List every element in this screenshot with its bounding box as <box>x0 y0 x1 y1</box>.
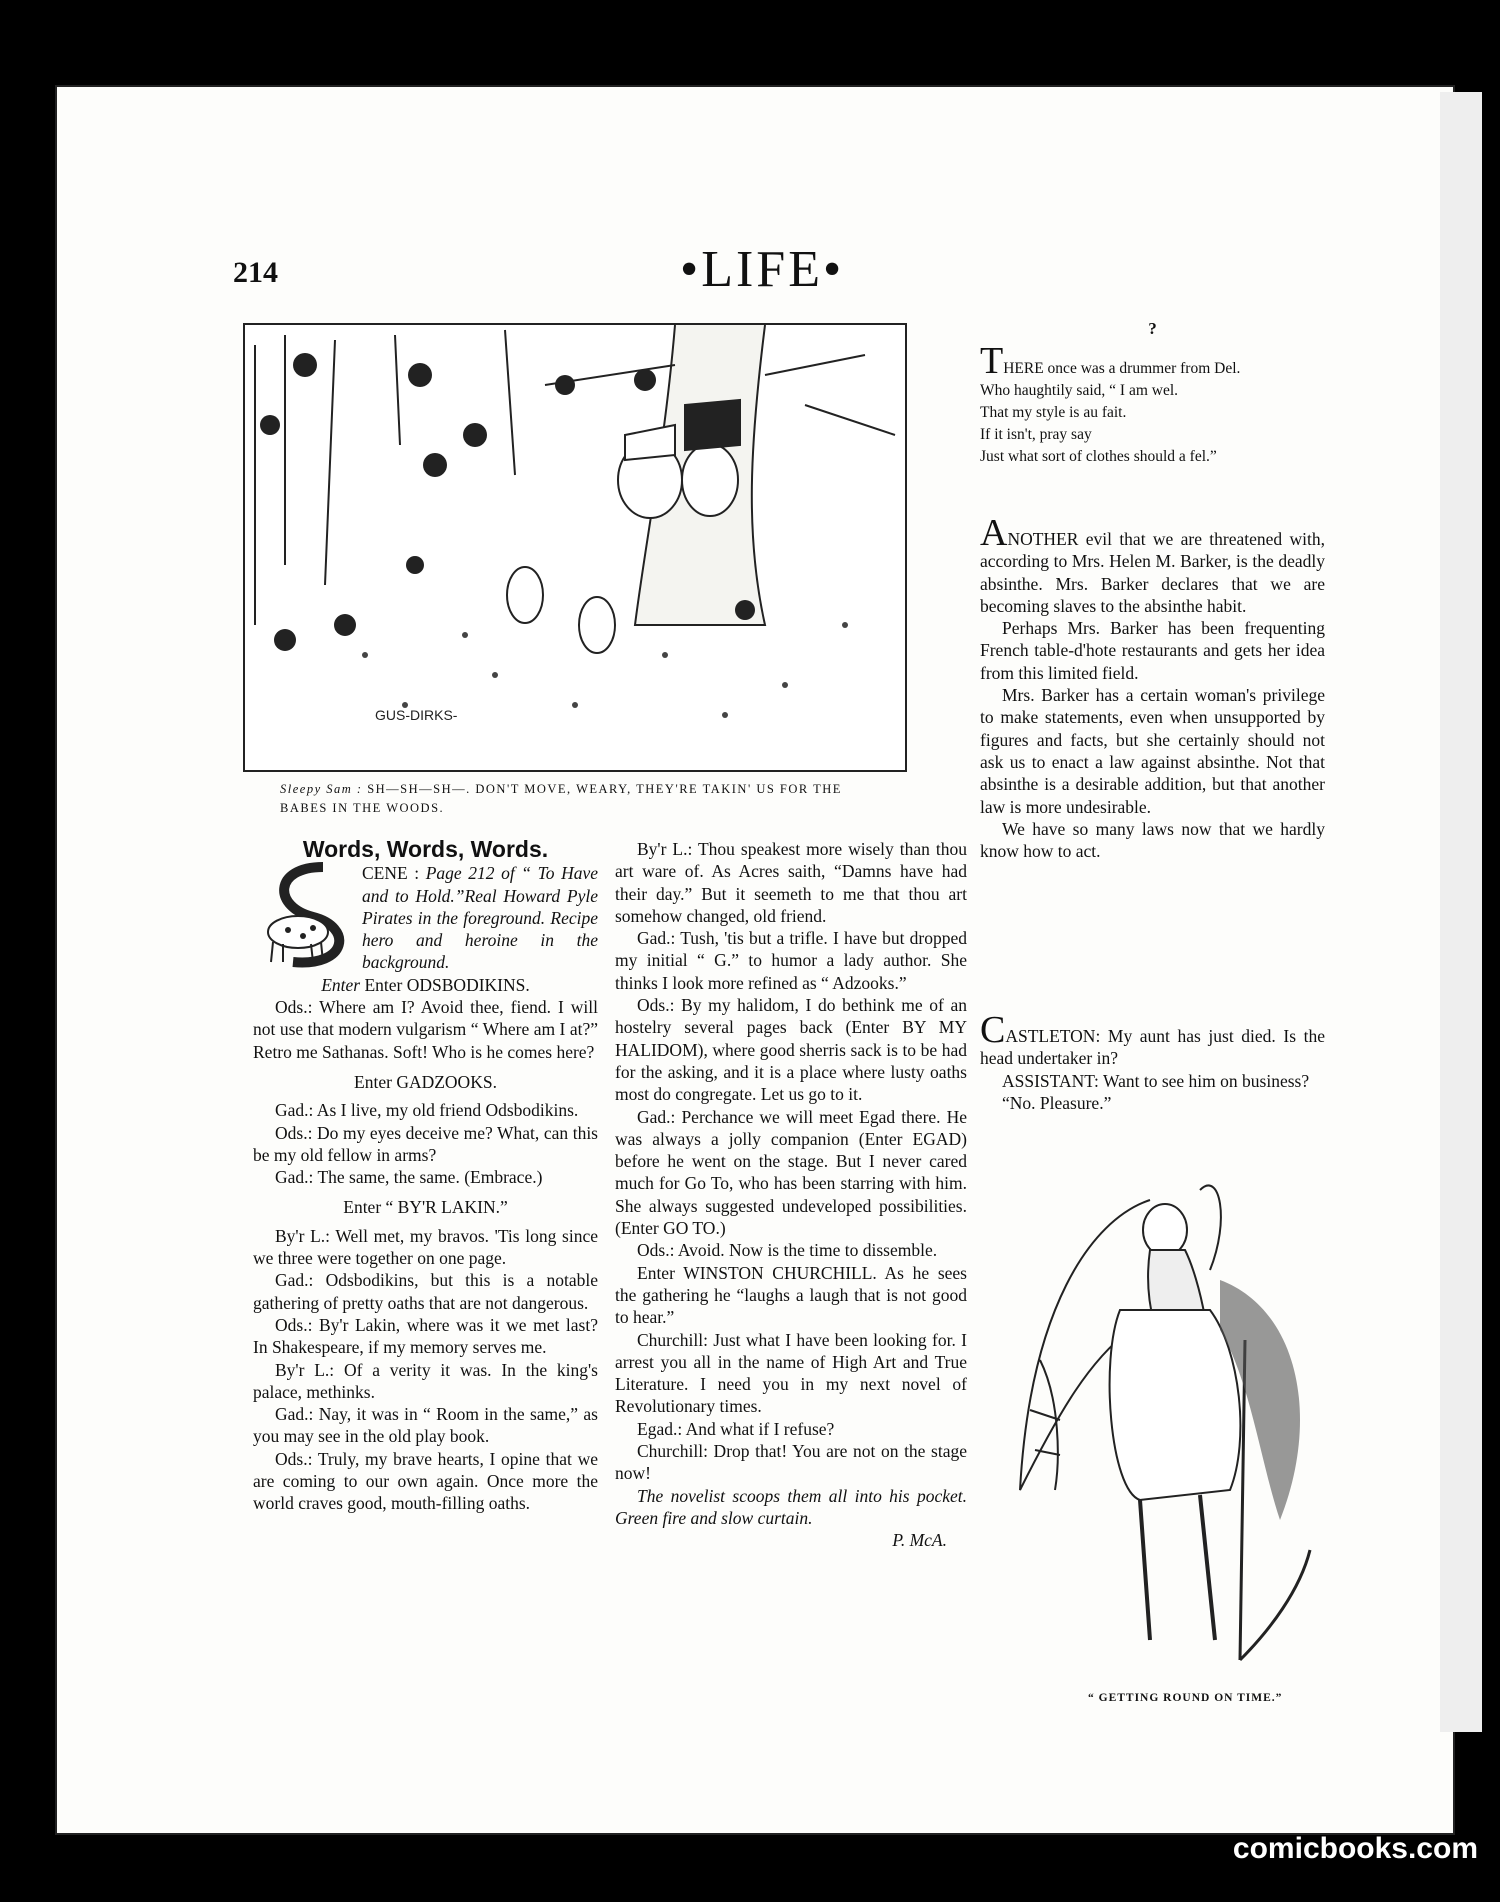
line-8: Gad.: Odsbodikins, but this is a notable gathering of pretty oaths that are not dangerous. <box>253 1270 598 1313</box>
limerick-title: ? <box>1148 319 1157 338</box>
castleton-dropcap: C <box>980 1009 1006 1051</box>
caption-text: SH—SH—SH—. DON'T MOVE, WEARY, THEY'RE TAKIN' US FOR THE BABES IN THE WOODS. <box>280 782 842 815</box>
col2-line-6: Churchill: Just what I have been looking for. I arrest you all in the name of High Art and True Literature. I need you in my next novel of Revolutionary times. <box>615 1329 967 1417</box>
comicbooks-watermark: comicbooks.com <box>1232 1832 1478 1865</box>
castleton-line-2: ASSISTANT: Want to see him on business? <box>1002 1070 1310 1091</box>
absinthe-para-1: Perhaps Mrs. Barker has been frequenting French table-d'hote restaurants and gets her idea from this limited field. <box>980 618 1325 683</box>
cartoon-signature: GUS-DIRKS- <box>375 707 458 723</box>
absinthe-first-para: NOTHER evil that we are threatened with, according to Mrs. Helen M. Barker, is the deadly absinthe. Mrs. Barker declares that we are becoming slaves to the absinthe habit. <box>980 529 1325 616</box>
col2-line-5: Enter WINSTON CHURCHILL. As he sees the gathering he “laughs a laugh that is not good to hear.” <box>615 1262 967 1328</box>
limerick-line-4: Just what sort of clothes should a fel.” <box>980 448 1217 465</box>
castleton-joke <box>980 1009 1325 1114</box>
line-10: By'r L.: Of a verity it was. In the king's palace, methinks. <box>253 1359 598 1402</box>
line-11: Gad.: Nay, it was in “ Room in the same,” as you may see in the old play book. <box>253 1404 598 1447</box>
woods-scene-illustration <box>245 325 905 770</box>
limerick-line-2: That my style is au fait. <box>980 404 1127 421</box>
col2-line-9: The novelist scoops them all into his pocket. Green fire and slow curtain. <box>615 1485 967 1528</box>
masthead-title: •LIFE• <box>680 241 845 298</box>
line-4: Ods.: Do my eyes deceive me? What, can this be my old fellow in arms? <box>253 1122 598 1165</box>
facing-page-edge <box>1440 92 1482 1732</box>
father-time-illustration <box>1000 1160 1330 1680</box>
words-article-col1 <box>253 838 598 1515</box>
limerick-first-line: HERE once was a drummer from Del. <box>1003 360 1241 377</box>
col2-line-3: Gad.: Perchance we will meet Egad there. He was always a jolly companion (Enter EGAD) before he went on the stage. But I never cared much for Go To, who has been starring with him. She always suggested undeveloped possibilities. (Enter GO TO.) <box>615 1106 967 1239</box>
scene-label: CENE : <box>362 863 420 884</box>
author-signature: P. McA. <box>892 1530 947 1551</box>
absinthe-para-3: We have so many laws now that we hardly know how to act. <box>980 818 1325 862</box>
line-2: Enter GADZOOKS. <box>354 1071 497 1092</box>
limerick-line-1: Who haughtily said, “ I am wel. <box>980 382 1179 399</box>
horse-initial-illustration <box>253 862 358 972</box>
col2-line-0: By'r L.: Thou speakest more wisely than thou art ware of. As Acres saith, “Damns have had their day.” But it seemeth to me that thou art somehow changed, old friend. <box>615 839 967 926</box>
limerick-line-3: If it isn't, pray say <box>980 426 1092 443</box>
line-7: By'r L.: Well met, my bravos. 'Tis long since we three were together on one page. <box>253 1225 598 1269</box>
decorative-initial-s <box>253 862 358 972</box>
page-number: 214 <box>233 256 278 289</box>
line-9: Ods.: By'r Lakin, where was it we met last? In Shakespeare, if my memory serves me. <box>253 1314 598 1358</box>
line-1: Ods.: Where am I? Avoid thee, fiend. I will not use that modern vulgarism “ Where am I at?” Retro me Sathanas. Soft! Who is he comes here? <box>253 997 598 1062</box>
absinthe-dropcap: A <box>980 512 1008 554</box>
sleepy-sam-cartoon <box>243 323 907 772</box>
col2-line-1: Gad.: Tush, 'tis but a trifle. I have but dropped my initial “ G.” to humor a lady author. She thinks I look more refined as “ Adzooks.” <box>615 928 967 993</box>
sleepy-sam-caption <box>280 780 880 818</box>
absinthe-para-2: Mrs. Barker has a certain woman's privilege to make statements, even when unsupported by figures and facts, but she certainly should not ask us to enact a law against absinthe. Not that absinthe is a desirable addition, but that another law is more undesirable. <box>980 685 1325 817</box>
limerick-block <box>980 318 1325 468</box>
words-article-col2 <box>615 838 967 1552</box>
col2-line-4: Ods.: Avoid. Now is the time to dissemble. <box>637 1240 938 1261</box>
article-title: Words, Words, Words. <box>302 836 549 862</box>
col2-line-2: Ods.: By my halidom, I do bethink me of an hostelry several pages back (Enter BY MY HALIDOM), where good sherris sack is to be had for the asking, and it is a place where lusty oaths most do congregate. Let us go to it. <box>615 995 967 1105</box>
enter-odsbodikins: Enter ODSBODIKINS. <box>364 974 530 995</box>
castleton-line-3: “No. Pleasure.” <box>1002 1092 1112 1113</box>
father-time-cartoon <box>1000 1160 1330 1680</box>
dialogue-col1: Enter Enter ODSBODIKINS. Ods.: Where am I? Avoid thee, fiend. I will not use that modern vulgarism “ Where am I at?” Retro me Sathanas. Soft! Who is he comes here? Enter GADZOOKS. Gad.: As I live, my old friend Odsbodikins. Ods.: Do my eyes deceive me? What, can this be my old fellow in arms? Gad.: The same, the same. (Embrace.) Enter “ BY'R LAKIN.” By'r L.: Well met, my bravos. 'Tis long since we three were together on one page. Gad.: Odsbodikins, but this is a notable gathering of pretty oaths that are not dangerous. Ods.: By'r Lakin, where was it we met last? In Shakespeare, if my memory serves me. By'r L.: Of a verity it was. In the king's palace, methinks. Gad.: Nay, it was in “ Room in the same,” as you may see in the old play book. Ods.: Truly, my brave hearts, I opine that we are coming to our own again. Once more the world craves good, mouth-filling oaths. <box>253 974 598 1514</box>
limerick-dropcap: T <box>980 340 1004 382</box>
father-time-caption: “ GETTING ROUND ON TIME.” <box>1088 1692 1283 1704</box>
absinthe-article <box>980 512 1325 862</box>
line-5: Gad.: The same, the same. (Embrace.) <box>275 1167 543 1188</box>
line-12: Ods.: Truly, my brave hearts, I opine that we are coming to our own again. Once more the world craves good, mouth-filling oaths. <box>253 1448 598 1514</box>
line-6: Enter “ BY'R LAKIN.” <box>343 1197 508 1218</box>
scene-block <box>253 862 598 973</box>
col2-line-7: Egad.: And what if I refuse? <box>637 1418 835 1439</box>
line-3: Gad.: As I live, my old friend Odsbodikins. <box>275 1100 579 1121</box>
caption-speaker: Sleepy Sam : <box>280 782 363 796</box>
scene-text: Page 212 of “ To Have and to Hold.”Real Howard Pyle Pirates in the foreground. Recipe hero and heroine in the background. <box>362 863 598 973</box>
castleton-line-1: ASTLETON: My aunt has just died. Is the head undertaker in? <box>980 1026 1325 1069</box>
col2-line-8: Churchill: Drop that! You are not on the stage now! <box>615 1441 967 1484</box>
